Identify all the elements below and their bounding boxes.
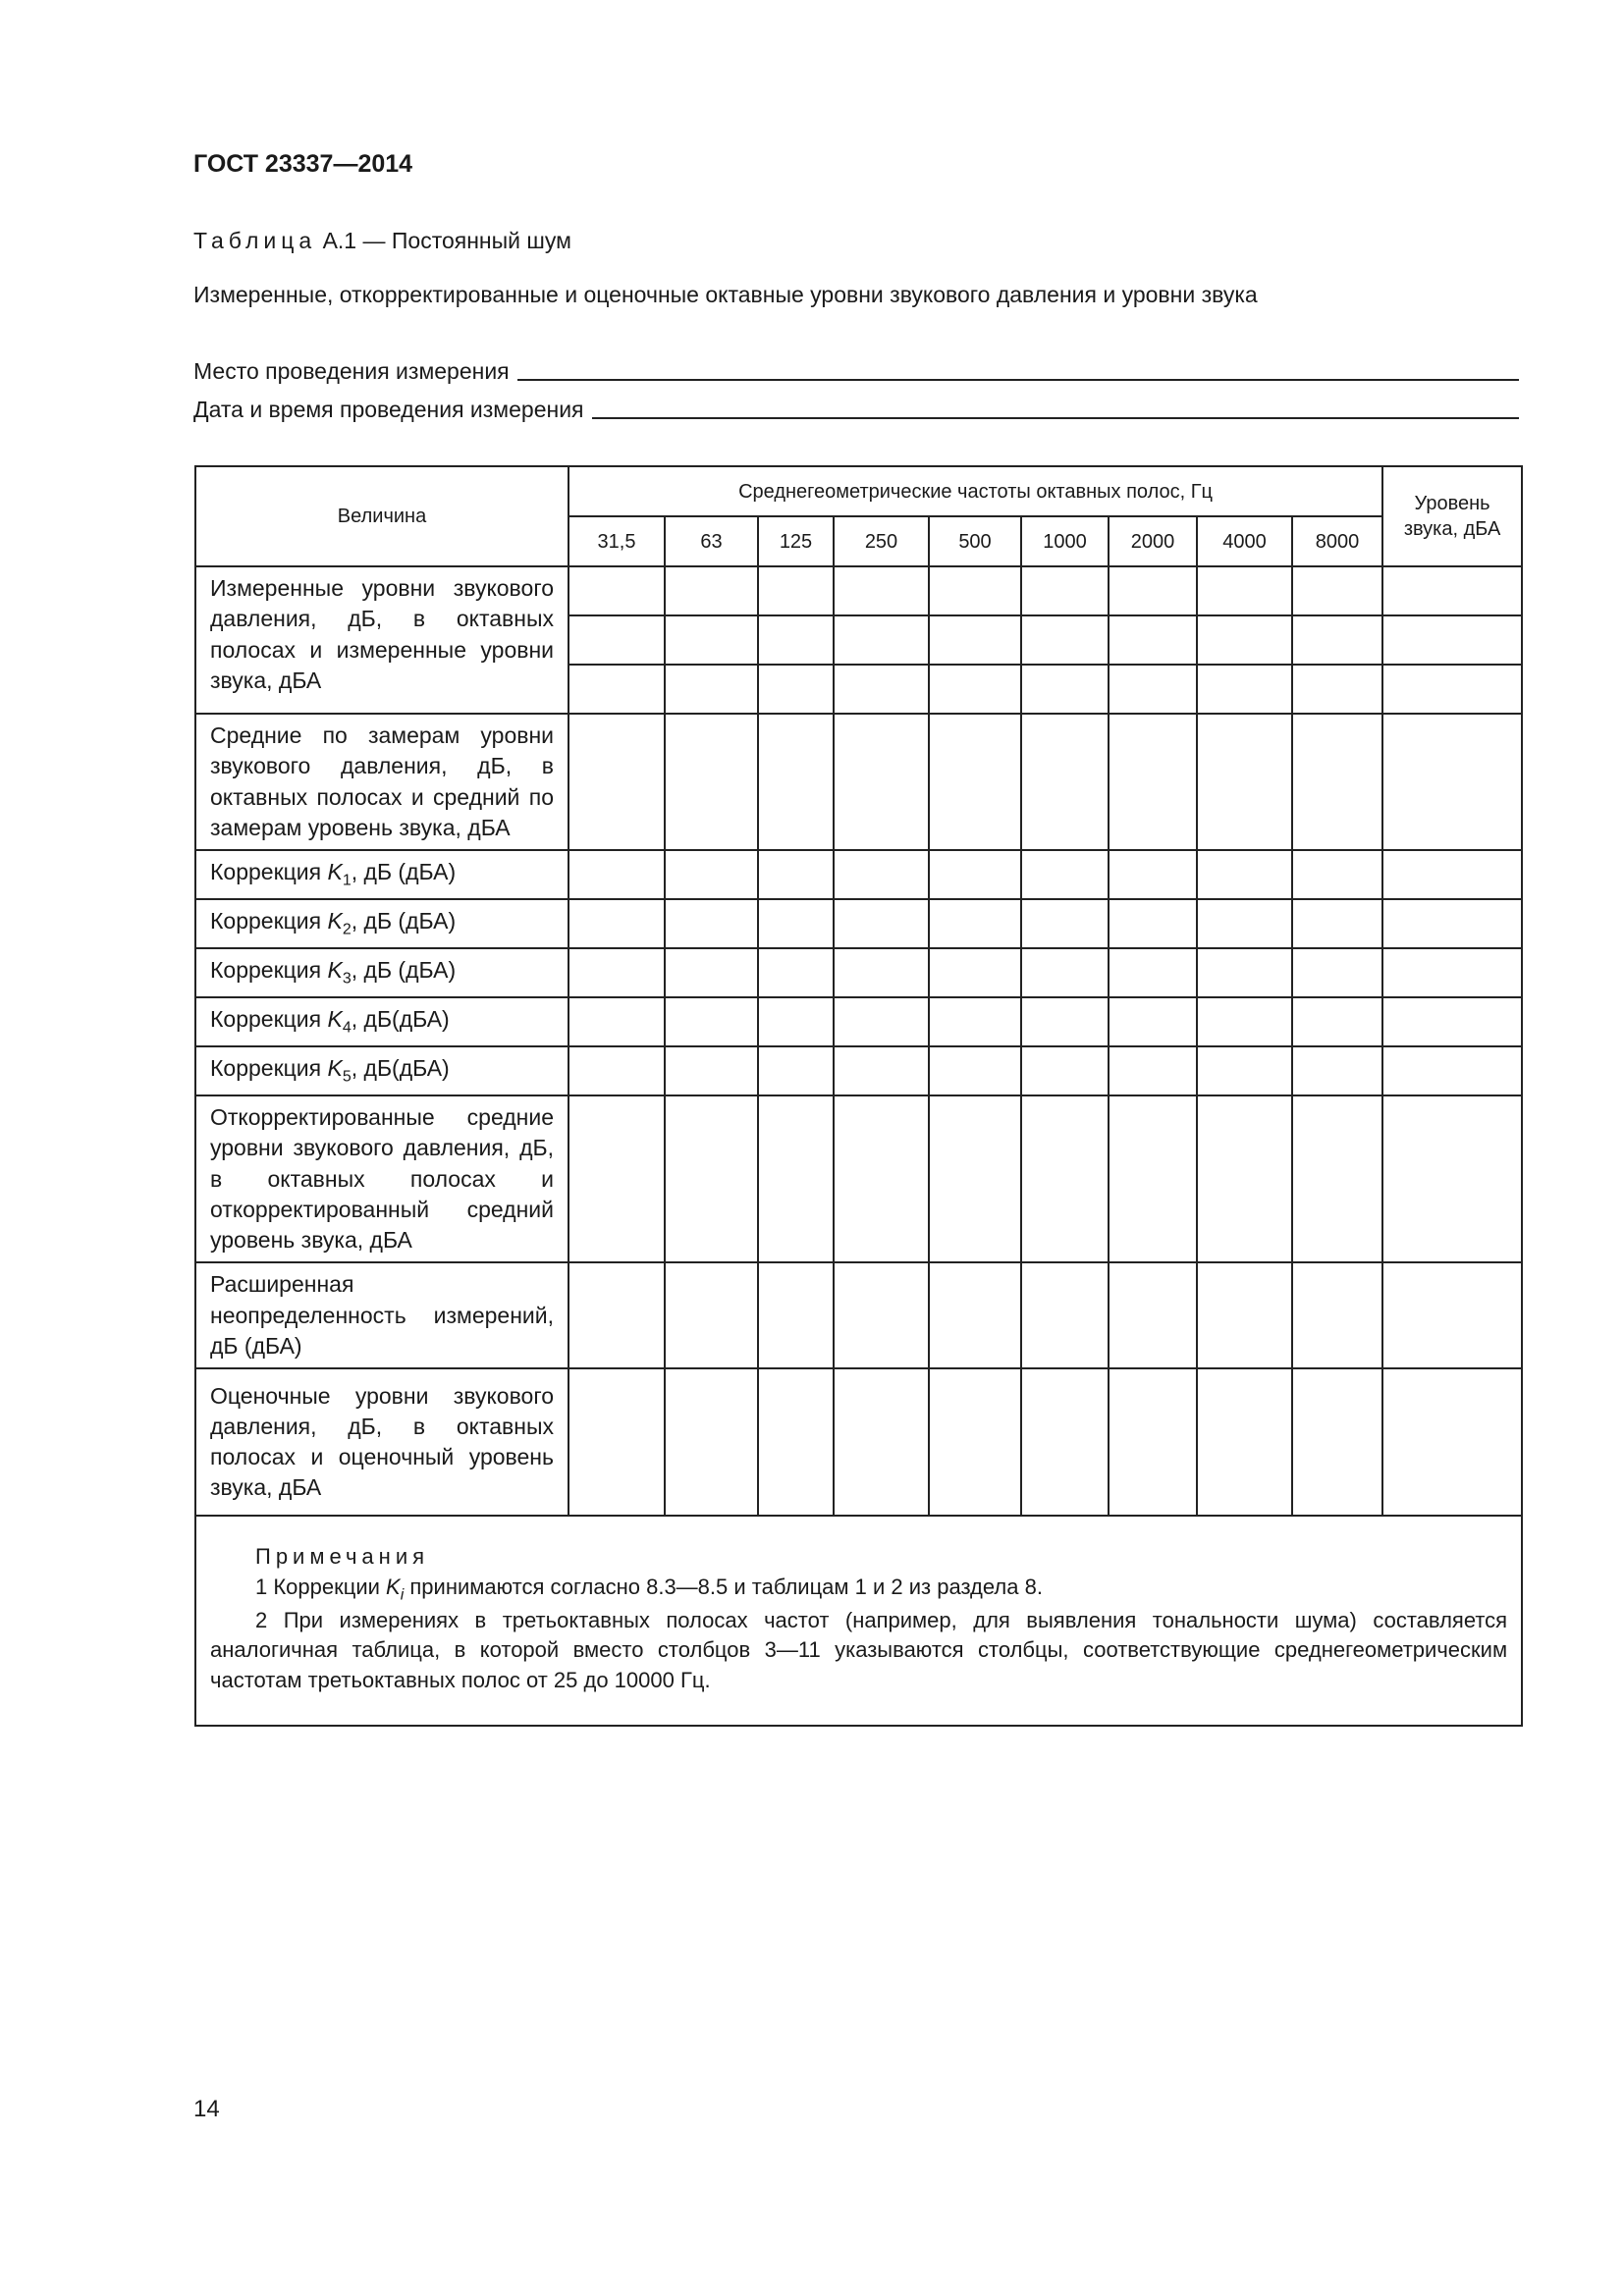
empty-cell <box>665 899 758 948</box>
table-caption-prefix: Таблица <box>193 228 317 253</box>
empty-cell <box>568 665 665 714</box>
empty-cell <box>568 615 665 665</box>
empty-cell <box>1197 566 1292 615</box>
empty-cell <box>1292 899 1382 948</box>
freq-header-7: 4000 <box>1197 516 1292 566</box>
empty-cell <box>1382 899 1522 948</box>
row-label-corrected: Откорректированные средние уровни звукового давления, дБ, в октавных полосах и откорректированный средний уровень звука, дБА <box>195 1095 568 1262</box>
empty-cell <box>1021 566 1109 615</box>
empty-cell <box>929 1046 1021 1095</box>
empty-cell <box>1197 665 1292 714</box>
empty-cell <box>1109 1095 1197 1262</box>
empty-cell <box>1197 1046 1292 1095</box>
empty-cell <box>1197 899 1292 948</box>
empty-cell <box>1109 1046 1197 1095</box>
table-row <box>195 948 1522 997</box>
empty-cell <box>929 1095 1021 1262</box>
empty-cell <box>1382 1095 1522 1262</box>
empty-cell <box>665 1095 758 1262</box>
empty-cell <box>929 566 1021 615</box>
empty-cell <box>1382 997 1522 1046</box>
freq-header-8: 8000 <box>1292 516 1382 566</box>
empty-cell <box>1197 1262 1292 1368</box>
table-row <box>195 714 1522 850</box>
table-row <box>195 997 1522 1046</box>
empty-cell <box>834 665 929 714</box>
table-row <box>195 1046 1522 1095</box>
empty-cell <box>1292 714 1382 850</box>
empty-cell <box>1292 615 1382 665</box>
table-notes <box>195 1516 1522 1726</box>
empty-cell <box>1021 1262 1109 1368</box>
empty-cell <box>1109 850 1197 899</box>
empty-cell <box>665 1262 758 1368</box>
empty-cell <box>1109 714 1197 850</box>
row-label-average: Средние по замерам уровни звукового давления, дБ, в октавных полосах и средний по замерам уровень звука, дБА <box>195 714 568 850</box>
empty-cell <box>568 1046 665 1095</box>
table-row <box>195 1368 1522 1516</box>
notes-title: Примечания <box>255 1544 430 1570</box>
empty-cell <box>834 948 929 997</box>
empty-cell <box>758 665 834 714</box>
freq-header-5: 1000 <box>1021 516 1109 566</box>
empty-cell <box>1109 997 1197 1046</box>
empty-cell <box>1197 948 1292 997</box>
empty-cell <box>1197 1368 1292 1516</box>
freq-header-0: 31,5 <box>568 516 665 566</box>
table-row <box>195 1095 1522 1262</box>
empty-cell <box>1021 1046 1109 1095</box>
empty-cell <box>1382 1046 1522 1095</box>
empty-cell <box>1382 850 1522 899</box>
empty-cell <box>568 566 665 615</box>
table-row <box>195 1262 1522 1368</box>
empty-cell <box>1292 1368 1382 1516</box>
freq-header-6: 2000 <box>1109 516 1197 566</box>
empty-cell <box>568 1368 665 1516</box>
empty-cell <box>1021 948 1109 997</box>
empty-cell <box>665 850 758 899</box>
freq-group-header: Среднегеометрические частоты октавных полос, Гц <box>568 466 1382 516</box>
page-number: 14 <box>193 2096 220 2122</box>
empty-cell <box>1109 1262 1197 1368</box>
empty-cell <box>1197 1095 1292 1262</box>
row-label-correction-k3: Коррекция $K_3$, дБ (дБА) <box>195 948 568 997</box>
empty-cell <box>568 1095 665 1262</box>
freq-header-2: 125 <box>758 516 834 566</box>
empty-cell <box>665 1368 758 1516</box>
freq-header-3: 250 <box>834 516 929 566</box>
empty-cell <box>758 566 834 615</box>
empty-cell <box>568 899 665 948</box>
datetime-blank-line <box>592 398 1520 419</box>
note-2: 2 При измерениях в третьоктавных полосах частот (например, для выявления тональности шума) составляется аналогичная таблица, в которой вместо столбцов 3—11 указываются столбцы, соответствующие среднегеометрическим частотам третьоктавных полос от 25 до 10000 Гц. <box>210 1608 1508 1692</box>
row-label-measured: Измеренные уровни звукового давления, дБ, в октавных полосах и измеренные уровни звука, дБА <box>195 566 568 714</box>
empty-cell <box>665 948 758 997</box>
empty-cell <box>834 997 929 1046</box>
empty-cell <box>1292 665 1382 714</box>
empty-cell <box>758 1368 834 1516</box>
col-level-header: Уровень звука, дБА <box>1382 466 1522 566</box>
empty-cell <box>1292 850 1382 899</box>
empty-cell <box>1109 615 1197 665</box>
empty-cell <box>929 997 1021 1046</box>
col-quantity-header: Величина <box>195 466 568 566</box>
table-caption <box>193 228 571 254</box>
empty-cell <box>1021 665 1109 714</box>
empty-cell <box>1382 714 1522 850</box>
empty-cell <box>834 566 929 615</box>
row-label-correction-k1: Коррекция $K_1$, дБ (дБА) <box>195 850 568 899</box>
empty-cell <box>1292 1262 1382 1368</box>
row-label-correction-k2: Коррекция $K_2$, дБ (дБА) <box>195 899 568 948</box>
empty-cell <box>758 615 834 665</box>
row-label-correction-k4: Коррекция $K_4$, дБ(дБА) <box>195 997 568 1046</box>
empty-cell <box>758 1095 834 1262</box>
empty-cell <box>929 615 1021 665</box>
notes-row <box>195 1516 1522 1726</box>
empty-cell <box>758 1046 834 1095</box>
empty-cell <box>1382 615 1522 665</box>
empty-cell <box>665 1046 758 1095</box>
empty-cell <box>1197 850 1292 899</box>
empty-cell <box>834 1095 929 1262</box>
place-label: Место проведения измерения <box>193 358 510 384</box>
empty-cell <box>929 1368 1021 1516</box>
empty-cell <box>1292 566 1382 615</box>
empty-cell <box>758 1262 834 1368</box>
empty-cell <box>834 615 929 665</box>
empty-cell <box>568 997 665 1046</box>
empty-cell <box>758 899 834 948</box>
empty-cell <box>568 1262 665 1368</box>
place-blank-line <box>517 359 1519 381</box>
empty-cell <box>1382 665 1522 714</box>
empty-cell <box>665 566 758 615</box>
empty-cell <box>1197 997 1292 1046</box>
row-label-correction-k5: Коррекция $K_5$, дБ(дБА) <box>195 1046 568 1095</box>
noise-table <box>194 465 1523 1727</box>
empty-cell <box>1109 948 1197 997</box>
empty-cell <box>665 615 758 665</box>
empty-cell <box>1292 1095 1382 1262</box>
table-caption-title: А.1 — Постоянный шум <box>316 228 571 253</box>
table-row <box>195 899 1522 948</box>
datetime-field <box>193 397 1519 423</box>
datetime-label: Дата и время проведения измерения <box>193 397 584 422</box>
empty-cell <box>929 850 1021 899</box>
empty-cell <box>1021 1368 1109 1516</box>
empty-cell <box>1021 615 1109 665</box>
empty-cell <box>1109 1368 1197 1516</box>
note-1: 1 Коррекции $K_i$ принимаются согласно 8.3—8.5 и таблицам 1 и 2 из раздела 8. <box>255 1574 1043 1603</box>
empty-cell <box>834 714 929 850</box>
empty-cell <box>568 850 665 899</box>
empty-cell <box>1021 1095 1109 1262</box>
empty-cell <box>1382 948 1522 997</box>
empty-cell <box>1382 1262 1522 1368</box>
empty-cell <box>929 714 1021 850</box>
empty-cell <box>1109 665 1197 714</box>
empty-cell <box>1021 714 1109 850</box>
empty-cell <box>568 714 665 850</box>
empty-cell <box>758 997 834 1046</box>
header-row-1 <box>195 466 1522 516</box>
empty-cell <box>665 714 758 850</box>
empty-cell <box>834 1262 929 1368</box>
empty-cell <box>834 899 929 948</box>
empty-cell <box>1021 850 1109 899</box>
empty-cell <box>1021 899 1109 948</box>
empty-cell <box>1109 566 1197 615</box>
empty-cell <box>1292 997 1382 1046</box>
empty-cell <box>834 850 929 899</box>
freq-header-4: 500 <box>929 516 1021 566</box>
empty-cell <box>758 948 834 997</box>
empty-cell <box>568 948 665 997</box>
row-label-estimated: Оценочные уровни звукового давления, дБ, в октавных полосах и оценочный уровень звука, дБА <box>195 1368 568 1516</box>
empty-cell <box>1292 948 1382 997</box>
empty-cell <box>1292 1046 1382 1095</box>
table-row <box>195 850 1522 899</box>
document-header: ГОСТ 23337—2014 <box>193 150 413 178</box>
empty-cell <box>834 1046 929 1095</box>
empty-cell <box>929 948 1021 997</box>
freq-header-1: 63 <box>665 516 758 566</box>
table-subtitle: Измеренные, откорректированные и оценочные октавные уровни звукового давления и уровни звука <box>193 282 1258 307</box>
empty-cell <box>929 1262 1021 1368</box>
place-field <box>193 358 1519 385</box>
empty-cell <box>1197 615 1292 665</box>
empty-cell <box>834 1368 929 1516</box>
table-row <box>195 566 1522 615</box>
empty-cell <box>758 850 834 899</box>
empty-cell <box>929 665 1021 714</box>
empty-cell <box>758 714 834 850</box>
row-label-uncertainty: Расширенная неопределенность измерений, дБ (дБА) <box>195 1262 568 1368</box>
empty-cell <box>1021 997 1109 1046</box>
empty-cell <box>1382 566 1522 615</box>
empty-cell <box>665 997 758 1046</box>
empty-cell <box>665 665 758 714</box>
empty-cell <box>1197 714 1292 850</box>
empty-cell <box>929 899 1021 948</box>
empty-cell <box>1109 899 1197 948</box>
empty-cell <box>1382 1368 1522 1516</box>
